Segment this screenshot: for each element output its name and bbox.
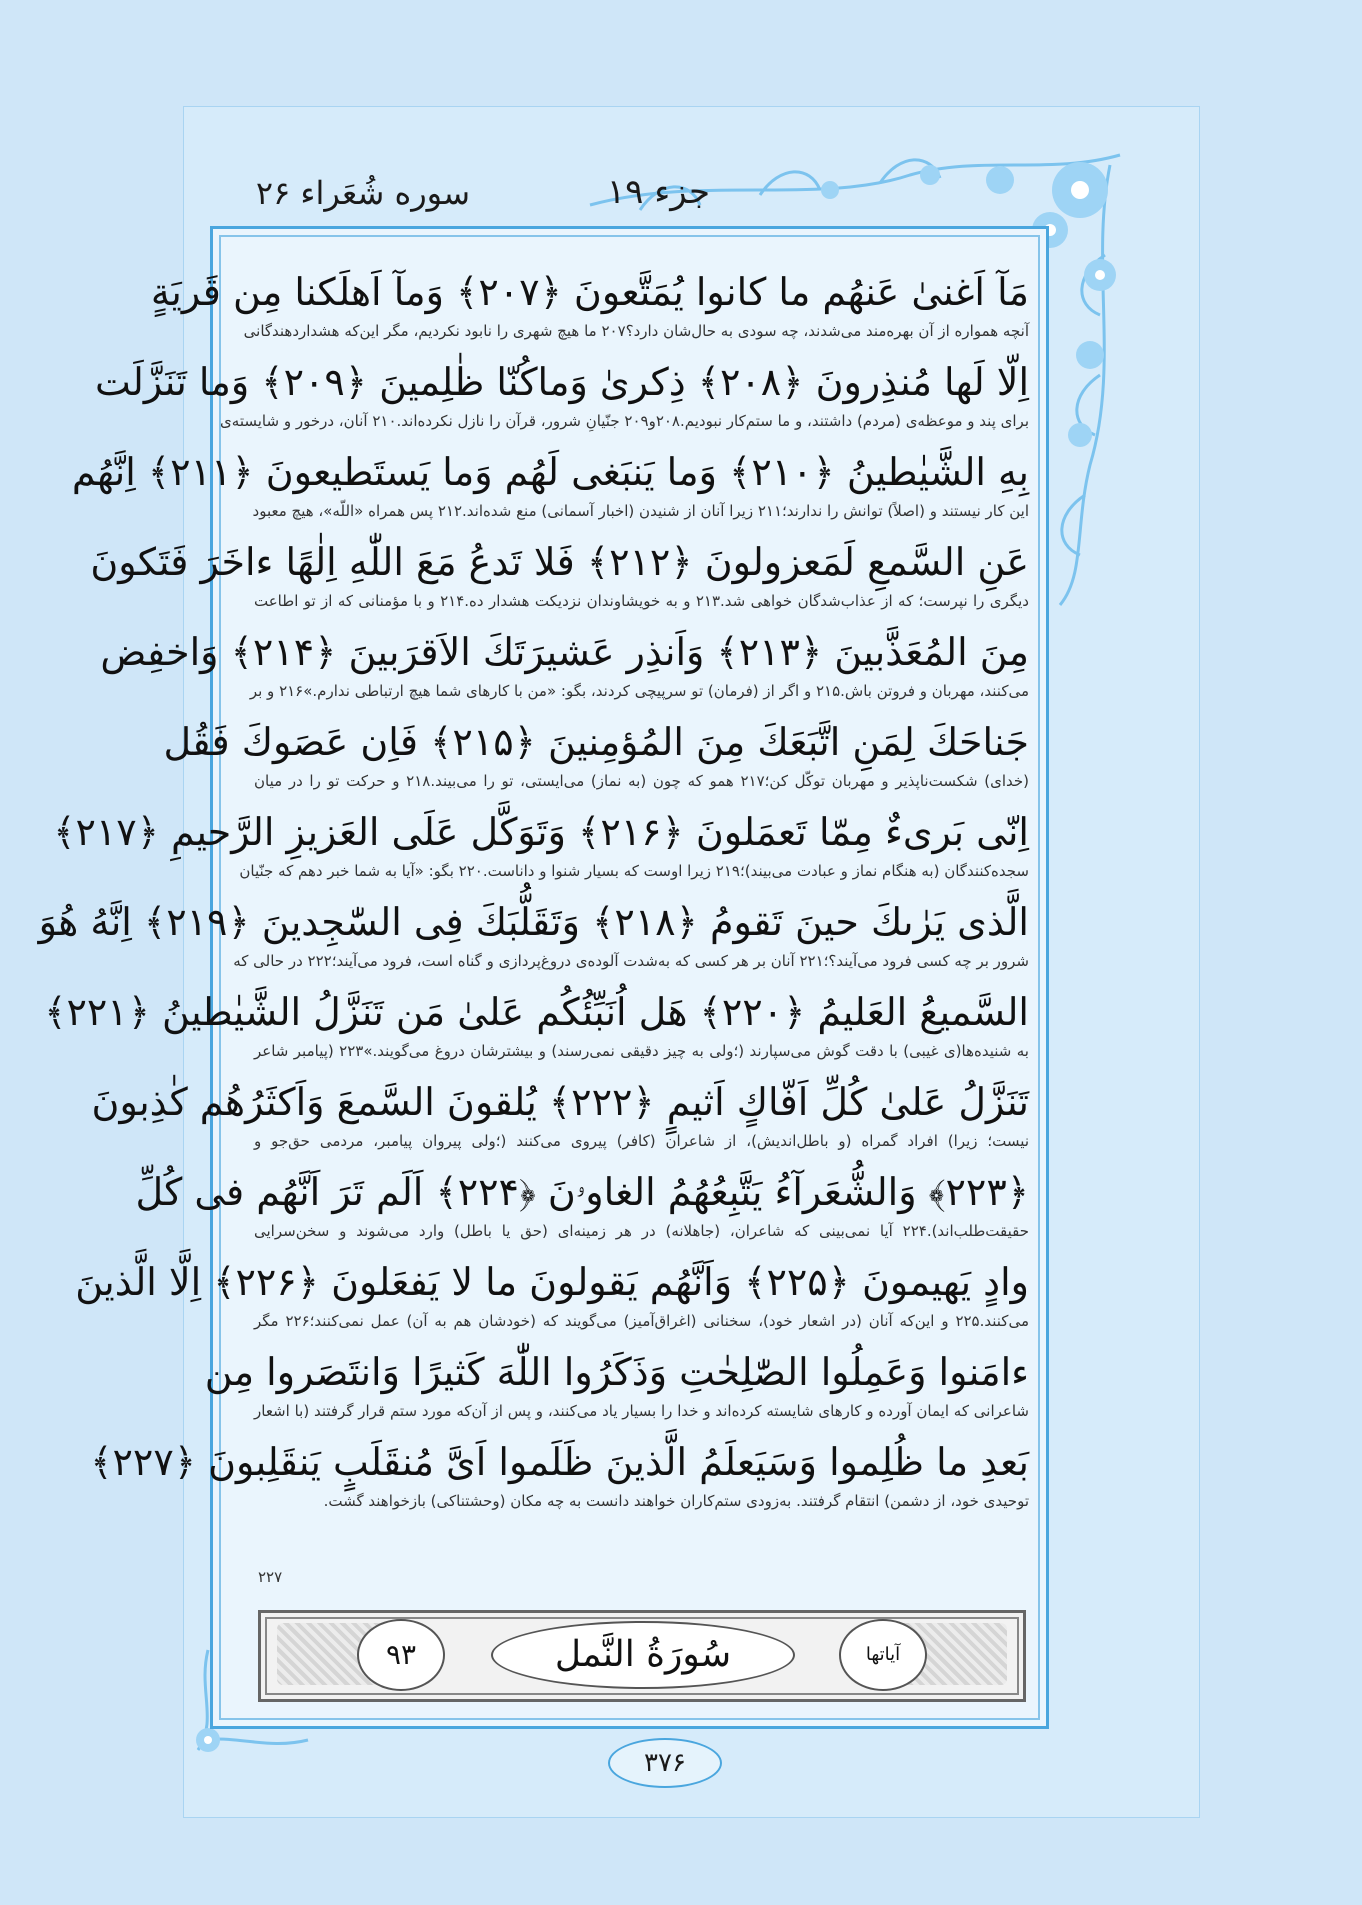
translation-line: توحیدی خود، از دشمن) انتقام گرفتند. به‌زودی ستم‌کاران خواهند دانست به چه مکان (وحشتناکی) بازخواهند گشت.	[323, 1492, 1029, 1510]
verse-line: اِلّا لَها مُنذِرونَ ﴿۲۰۸﴾ ذِكریٰ وَماكُنّا ظٰلِمینَ ﴿۲۰۹﴾ وَما تَنَزَّلَت	[94, 360, 1029, 404]
verse-line: وادٍ یَهیمونَ ﴿۲۲۵﴾ وَاَنَّهُم یَقولونَ ما لا یَفعَلونَ ﴿۲۲۶﴾ اِلَّا الَّذینَ	[75, 1260, 1029, 1304]
surah-label: سوره شُعَراء ۲۶	[255, 174, 470, 212]
page-header	[250, 172, 770, 216]
translation-line: شاعرانی که ایمان آورده و کارهای شایسته کرده‌اند و خدا را بسیار یاد می‌کنند، و پس از آن‌که مورد ستم قرار گرفتند (با اشعار	[254, 1402, 1029, 1420]
verse-count-label: ۲۲۷	[258, 1568, 283, 1586]
verse-line: تَنَزَّلُ عَلیٰ كُلِّ اَفّاكٍ اَثیمٍ ﴿۲۲۲﴾ یُلقونَ السَّمعَ وَاَكثَرُهُم كٰذِبونَ	[91, 1080, 1029, 1124]
translation-line: می‌کنند.۲۲۵ و این‌که آنان (در اشعار خود)، سخنانی (اغراق‌آمیز) می‌گویند که (خودشان هم به آن) عمل نمی‌کنند؛۲۲۶ مگر	[254, 1312, 1029, 1330]
juz-label: جزء ۱۹	[606, 172, 710, 212]
translation-line: شرور بر چه کسی فرود می‌آیند؟؛۲۲۱ آنان بر هر کسی که به‌شدت آلوده‌ی دروغ‌پردازی و گناه است، فرود می‌آیند؛۲۲۲ در حالی که	[233, 952, 1029, 970]
verse-line: السَّمیعُ العَلیمُ ﴿۲۲۰﴾ هَل اُنَبِّئُكُم عَلیٰ مَن تَنَزَّلُ الشَّیٰطینُ ﴿۲۲۱﴾	[44, 990, 1029, 1034]
verse-line: اِنّی بَریءٌ مِمّا تَعمَلونَ ﴿۲۱۶﴾ وَتَوَكَّل عَلَی العَزیزِ الرَّحیمِ ﴿۲۱۷﴾	[53, 810, 1029, 854]
ayat-label: آیاتها	[839, 1619, 927, 1691]
verse-line: جَناحَكَ لِمَنِ اتَّبَعَكَ مِنَ المُؤمِنینَ ﴿۲۱۵﴾ فَاِن عَصَوكَ فَقُل	[163, 720, 1029, 764]
verse-line: بِهِ الشَّیٰطینُ ﴿۲۱۰﴾ وَما یَنبَغی لَهُم وَما یَستَطیعونَ ﴿۲۱۱﴾ اِنَّهُم	[71, 450, 1029, 494]
verse-line: عَنِ السَّمعِ لَمَعزولونَ ﴿۲۱۲﴾ فَلا تَدعُ مَعَ اللّٰهِ اِلٰهًا ءاخَرَ فَتَكونَ	[90, 540, 1029, 584]
translation-line: می‌کنند، مهربان و فروتن باش.۲۱۵ و اگر از (فرمان) تو سرپیچی کردند، بگو: «من با کارهای شما هیچ ارتباطی ندارم.»۲۱۶ و بر	[249, 682, 1029, 700]
ayat-count: ۹۳	[357, 1619, 445, 1691]
translation-line: (خدای) شکست‌ناپذیر و مهربان توکّل کن؛۲۱۷ همو که چون (به نماز) می‌ایستی، تو را می‌بیند.۲۱۸ و حرکت تو را در میان	[254, 772, 1029, 790]
translation-line: این کار نیستند و (اصلاً) توانش را ندارند؛۲۱۱ زیرا آنان از شنیدن (اخبار آسمانی) منع شده‌اند.۲۱۲ پس همراه «اللّه»، هیچ معبود	[252, 502, 1029, 520]
translation-line: دیگری را نپرست؛ که از عذاب‌شدگان خواهی شد.۲۱۳ و به خویشاوندان نزدیکت هشدار ده.۲۱۴ و با مؤمنانی که از تو اطاعت	[254, 592, 1029, 610]
translation-line: نیست؛ زیرا) افراد گمراه (و باطل‌اندیش)، از شاعران (کافر) پیروی می‌کنند (؛ولی پیروان پیامبر، مردمی حق‌جو و	[254, 1132, 1029, 1150]
page-number: ۳۷۶	[608, 1738, 722, 1788]
verse-line: مِنَ المُعَذَّبینَ ﴿۲۱۳﴾ وَاَنذِر عَشیرَتَكَ الاَقرَبینَ ﴿۲۱۴﴾ وَاخفِض	[100, 630, 1029, 674]
translation-line: به شنیده‌ها(ی غیبی) با دقت گوش می‌سپارند (؛ولی به چیز دقیقی نمی‌رسند) و بیشترشان دروغ می‌گویند.»۲۲۳ (پیامبر شاعر	[254, 1042, 1029, 1060]
translation-line: برای پند و موعظه‌ی (مردم) داشتند، و ما ستم‌کار نبودیم.۲۰۸و۲۰۹ جنّیانِ شرور، قرآن را نازل نکرده‌اند.۲۱۰ آنان، درخور و شایسته‌ی	[220, 412, 1029, 430]
verse-line: ءامَنوا وَعَمِلُوا الصّٰلِحٰتِ وَذَكَرُوا اللّٰهَ كَثیرًا وَانتَصَروا مِن	[204, 1350, 1029, 1394]
translation-line: سجده‌کنندگان (به هنگام نماز و عبادت می‌بیند)؛۲۱۹ زیرا اوست که بسیار شنوا و داناست.۲۲۰ بگو: «آیا به شما خبر دهم که جنّیان	[239, 862, 1029, 880]
verse-line: ﴿۲۲۳﴾ وَالشُّعَرآءُ یَتَّبِعُهُمُ الغاوۥنَ ﴿۲۲۴﴾ اَلَم تَرَ اَنَّهُم فی كُلِّ	[135, 1170, 1029, 1214]
verse-line: مَآ اَغنیٰ عَنهُم ما كانوا یُمَتَّعونَ ﴿۲۰۷﴾ وَمآ اَهلَكنا مِن قَریَةٍ	[150, 270, 1029, 314]
verse-line: الَّذی یَرٰىكَ حینَ تَقومُ ﴿۲۱۸﴾ وَتَقَلُّبَكَ فِی السّٰجِدینَ ﴿۲۱۹﴾ اِنَّهُ هُوَ	[38, 900, 1029, 944]
quran-text-block	[38, 268, 1029, 1528]
translation-line: حقیقت‌طلب‌اند).۲۲۴ آیا نمی‌بینی که شاعران، (جاهلانه) در هر زمینه‌ای (حق یا باطل) وارد می‌شوند و سخن‌سرایی	[254, 1222, 1029, 1240]
surah-banner	[258, 1610, 1026, 1702]
verse-line: بَعدِ ما ظُلِموا وَسَیَعلَمُ الَّذینَ ظَلَموا اَیَّ مُنقَلَبٍ یَنقَلِبونَ ﴿۲۲۷﴾	[90, 1440, 1029, 1484]
surah-title: سُورَةُ النَّمل	[491, 1621, 795, 1689]
translation-line: آنچه همواره از آن بهره‌مند می‌شدند، چه سودی به حال‌شان دارد؟۲۰۷ ما هیچ شهری را نابود نکردیم، مگر این‌که هشداردهندگانی	[243, 322, 1029, 340]
